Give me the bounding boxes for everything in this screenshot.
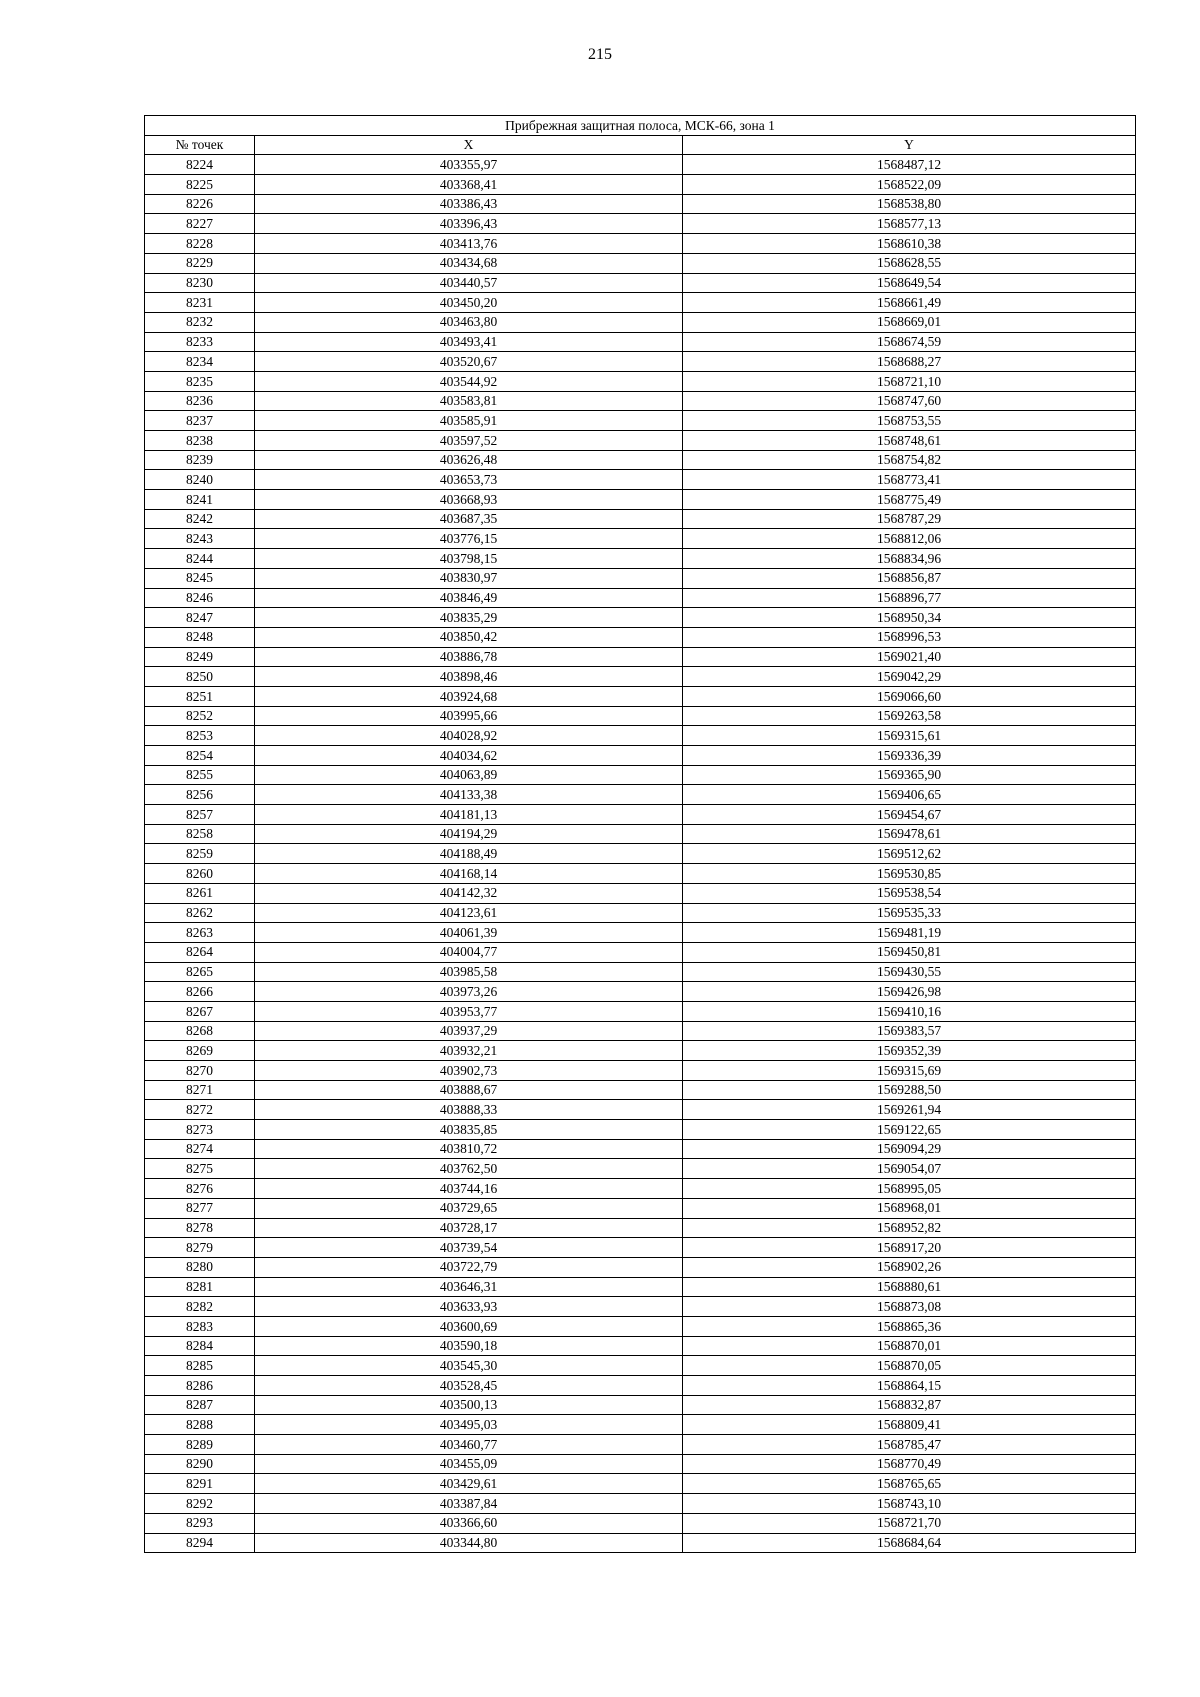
point-number-cell: 8277	[145, 1198, 255, 1218]
y-coordinate-cell: 1568765,65	[683, 1474, 1136, 1494]
table-row	[145, 194, 1136, 214]
point-number-cell: 8230	[145, 273, 255, 293]
x-coordinate-cell: 403835,29	[255, 608, 683, 628]
table-row	[145, 706, 1136, 726]
y-coordinate-cell: 1568628,55	[683, 253, 1136, 273]
point-number-cell: 8257	[145, 805, 255, 825]
y-coordinate-cell: 1568747,60	[683, 391, 1136, 411]
table-row	[145, 1494, 1136, 1514]
y-coordinate-cell: 1569454,67	[683, 805, 1136, 825]
table-row	[145, 1100, 1136, 1120]
x-coordinate-cell: 403886,78	[255, 647, 683, 667]
y-coordinate-cell: 1569410,16	[683, 1001, 1136, 1021]
point-number-cell: 8289	[145, 1435, 255, 1455]
table-row	[145, 588, 1136, 608]
x-coordinate-cell: 403995,66	[255, 706, 683, 726]
table-body	[145, 155, 1136, 1553]
y-coordinate-cell: 1568577,13	[683, 214, 1136, 234]
table-row	[145, 352, 1136, 372]
table-row	[145, 1198, 1136, 1218]
x-coordinate-cell: 403355,97	[255, 155, 683, 175]
x-coordinate-cell: 403344,80	[255, 1533, 683, 1553]
x-coordinate-cell: 403722,79	[255, 1257, 683, 1277]
point-number-cell: 8274	[145, 1139, 255, 1159]
x-coordinate-cell: 403646,31	[255, 1277, 683, 1297]
point-number-cell: 8260	[145, 864, 255, 884]
table-row	[145, 549, 1136, 569]
point-number-cell: 8232	[145, 312, 255, 332]
y-coordinate-cell: 1569450,81	[683, 942, 1136, 962]
table-row	[145, 962, 1136, 982]
y-coordinate-cell: 1569315,61	[683, 726, 1136, 746]
table-row	[145, 844, 1136, 864]
point-number-cell: 8242	[145, 509, 255, 529]
y-coordinate-cell: 1568649,54	[683, 273, 1136, 293]
x-coordinate-cell: 403776,15	[255, 529, 683, 549]
x-coordinate-cell: 403626,48	[255, 450, 683, 470]
y-coordinate-cell: 1568785,47	[683, 1435, 1136, 1455]
x-coordinate-cell: 403500,13	[255, 1395, 683, 1415]
table-row	[145, 529, 1136, 549]
x-coordinate-cell: 403932,21	[255, 1041, 683, 1061]
point-number-cell: 8247	[145, 608, 255, 628]
x-coordinate-cell: 403937,29	[255, 1021, 683, 1041]
table-row	[145, 765, 1136, 785]
x-coordinate-cell: 403850,42	[255, 627, 683, 647]
table-row	[145, 942, 1136, 962]
point-number-cell: 8238	[145, 431, 255, 451]
x-coordinate-cell: 403953,77	[255, 1001, 683, 1021]
table-row	[145, 1336, 1136, 1356]
y-coordinate-cell: 1568856,87	[683, 568, 1136, 588]
table-row	[145, 391, 1136, 411]
x-coordinate-cell: 404181,13	[255, 805, 683, 825]
table-row	[145, 1513, 1136, 1533]
y-coordinate-cell: 1568873,08	[683, 1297, 1136, 1317]
table-row	[145, 253, 1136, 273]
point-number-cell: 8261	[145, 883, 255, 903]
table-row	[145, 450, 1136, 470]
point-number-cell: 8269	[145, 1041, 255, 1061]
point-number-cell: 8249	[145, 647, 255, 667]
x-coordinate-cell: 403597,52	[255, 431, 683, 451]
point-number-cell: 8273	[145, 1120, 255, 1140]
x-coordinate-cell: 403590,18	[255, 1336, 683, 1356]
y-coordinate-cell: 1568610,38	[683, 234, 1136, 254]
x-coordinate-cell: 403600,69	[255, 1316, 683, 1336]
y-coordinate-cell: 1568880,61	[683, 1277, 1136, 1297]
point-number-cell: 8263	[145, 923, 255, 943]
y-coordinate-cell: 1568770,49	[683, 1454, 1136, 1474]
y-coordinate-cell: 1569336,39	[683, 746, 1136, 766]
table-row	[145, 1533, 1136, 1553]
x-coordinate-cell: 403762,50	[255, 1159, 683, 1179]
y-coordinate-cell: 1568950,34	[683, 608, 1136, 628]
table-row	[145, 155, 1136, 175]
y-coordinate-cell: 1568995,05	[683, 1179, 1136, 1199]
table-row	[145, 234, 1136, 254]
point-number-cell: 8231	[145, 293, 255, 313]
table-row	[145, 175, 1136, 195]
point-number-cell: 8256	[145, 785, 255, 805]
table-row	[145, 627, 1136, 647]
x-coordinate-cell: 403495,03	[255, 1415, 683, 1435]
table-row	[145, 509, 1136, 529]
table-row	[145, 864, 1136, 884]
point-number-cell: 8224	[145, 155, 255, 175]
table-row	[145, 273, 1136, 293]
y-coordinate-cell: 1569365,90	[683, 765, 1136, 785]
table-row	[145, 1376, 1136, 1396]
table-row	[145, 667, 1136, 687]
x-coordinate-cell: 403528,45	[255, 1376, 683, 1396]
point-number-cell: 8280	[145, 1257, 255, 1277]
x-coordinate-cell: 403810,72	[255, 1139, 683, 1159]
point-number-cell: 8264	[145, 942, 255, 962]
point-number-cell: 8279	[145, 1238, 255, 1258]
table-row	[145, 1356, 1136, 1376]
y-coordinate-cell: 1569481,19	[683, 923, 1136, 943]
y-coordinate-cell: 1569042,29	[683, 667, 1136, 687]
x-coordinate-cell: 403902,73	[255, 1061, 683, 1081]
point-number-cell: 8226	[145, 194, 255, 214]
table-row	[145, 1297, 1136, 1317]
point-number-cell: 8267	[145, 1001, 255, 1021]
x-coordinate-cell: 403728,17	[255, 1218, 683, 1238]
y-coordinate-cell: 1568661,49	[683, 293, 1136, 313]
x-coordinate-cell: 403668,93	[255, 490, 683, 510]
x-coordinate-cell: 403463,80	[255, 312, 683, 332]
table-row	[145, 431, 1136, 451]
x-coordinate-cell: 403387,84	[255, 1494, 683, 1514]
point-number-cell: 8271	[145, 1080, 255, 1100]
x-coordinate-cell: 404028,92	[255, 726, 683, 746]
point-number-cell: 8255	[145, 765, 255, 785]
x-coordinate-cell: 403460,77	[255, 1435, 683, 1455]
y-coordinate-cell: 1568917,20	[683, 1238, 1136, 1258]
table-row	[145, 1159, 1136, 1179]
column-header-y: Y	[683, 135, 1136, 155]
point-number-cell: 8259	[145, 844, 255, 864]
point-number-cell: 8252	[145, 706, 255, 726]
x-coordinate-cell: 403413,76	[255, 234, 683, 254]
point-number-cell: 8244	[145, 549, 255, 569]
table-row	[145, 1415, 1136, 1435]
table-row	[145, 824, 1136, 844]
table-row	[145, 1001, 1136, 1021]
table-caption: Прибрежная защитная полоса, МСК-66, зона 1	[145, 116, 1136, 136]
point-number-cell: 8284	[145, 1336, 255, 1356]
y-coordinate-cell: 1568809,41	[683, 1415, 1136, 1435]
y-coordinate-cell: 1568775,49	[683, 490, 1136, 510]
point-number-cell: 8251	[145, 686, 255, 706]
x-coordinate-cell: 404188,49	[255, 844, 683, 864]
coordinates-table	[144, 115, 1136, 1553]
table-row	[145, 746, 1136, 766]
y-coordinate-cell: 1568538,80	[683, 194, 1136, 214]
y-coordinate-cell: 1569263,58	[683, 706, 1136, 726]
point-number-cell: 8286	[145, 1376, 255, 1396]
table-row	[145, 411, 1136, 431]
x-coordinate-cell: 403455,09	[255, 1454, 683, 1474]
x-coordinate-cell: 404133,38	[255, 785, 683, 805]
y-coordinate-cell: 1568787,29	[683, 509, 1136, 529]
y-coordinate-cell: 1568487,12	[683, 155, 1136, 175]
page-number: 215	[588, 46, 612, 63]
y-coordinate-cell: 1568832,87	[683, 1395, 1136, 1415]
y-coordinate-cell: 1569512,62	[683, 844, 1136, 864]
point-number-cell: 8276	[145, 1179, 255, 1199]
point-number-cell: 8225	[145, 175, 255, 195]
x-coordinate-cell: 403434,68	[255, 253, 683, 273]
x-coordinate-cell: 403396,43	[255, 214, 683, 234]
column-header-x: X	[255, 135, 683, 155]
point-number-cell: 8233	[145, 332, 255, 352]
y-coordinate-cell: 1569406,65	[683, 785, 1136, 805]
y-coordinate-cell: 1569288,50	[683, 1080, 1136, 1100]
x-coordinate-cell: 403583,81	[255, 391, 683, 411]
point-number-cell: 8248	[145, 627, 255, 647]
y-coordinate-cell: 1568865,36	[683, 1316, 1136, 1336]
x-coordinate-cell: 403544,92	[255, 371, 683, 391]
point-number-cell: 8282	[145, 1297, 255, 1317]
y-coordinate-cell: 1568773,41	[683, 470, 1136, 490]
point-number-cell: 8270	[145, 1061, 255, 1081]
point-number-cell: 8268	[145, 1021, 255, 1041]
table-row	[145, 785, 1136, 805]
x-coordinate-cell: 403386,43	[255, 194, 683, 214]
table-row	[145, 1238, 1136, 1258]
point-number-cell: 8241	[145, 490, 255, 510]
x-coordinate-cell: 403739,54	[255, 1238, 683, 1258]
y-coordinate-cell: 1568870,05	[683, 1356, 1136, 1376]
x-coordinate-cell: 403440,57	[255, 273, 683, 293]
y-coordinate-cell: 1569538,54	[683, 883, 1136, 903]
table-row	[145, 982, 1136, 1002]
x-coordinate-cell: 403985,58	[255, 962, 683, 982]
y-coordinate-cell: 1569122,65	[683, 1120, 1136, 1140]
table-row	[145, 1395, 1136, 1415]
x-coordinate-cell: 403368,41	[255, 175, 683, 195]
x-coordinate-cell: 403585,91	[255, 411, 683, 431]
x-coordinate-cell: 403835,85	[255, 1120, 683, 1140]
point-number-cell: 8250	[145, 667, 255, 687]
x-coordinate-cell: 404063,89	[255, 765, 683, 785]
table-row	[145, 1120, 1136, 1140]
table-row	[145, 1139, 1136, 1159]
y-coordinate-cell: 1569478,61	[683, 824, 1136, 844]
table-row	[145, 903, 1136, 923]
point-number-cell: 8288	[145, 1415, 255, 1435]
x-coordinate-cell: 403924,68	[255, 686, 683, 706]
x-coordinate-cell: 403973,26	[255, 982, 683, 1002]
table-row	[145, 312, 1136, 332]
table-row	[145, 490, 1136, 510]
point-number-cell: 8243	[145, 529, 255, 549]
table-row	[145, 1454, 1136, 1474]
x-coordinate-cell: 404004,77	[255, 942, 683, 962]
table-row	[145, 805, 1136, 825]
point-number-cell: 8227	[145, 214, 255, 234]
point-number-cell: 8253	[145, 726, 255, 746]
point-number-cell: 8246	[145, 588, 255, 608]
table-row	[145, 726, 1136, 746]
x-coordinate-cell: 404194,29	[255, 824, 683, 844]
y-coordinate-cell: 1569383,57	[683, 1021, 1136, 1041]
point-number-cell: 8258	[145, 824, 255, 844]
table-row	[145, 647, 1136, 667]
table-row	[145, 293, 1136, 313]
table-row	[145, 1474, 1136, 1494]
y-coordinate-cell: 1569530,85	[683, 864, 1136, 884]
x-coordinate-cell: 403687,35	[255, 509, 683, 529]
point-number-cell: 8275	[145, 1159, 255, 1179]
point-number-cell: 8294	[145, 1533, 255, 1553]
table-row	[145, 470, 1136, 490]
y-coordinate-cell: 1568996,53	[683, 627, 1136, 647]
table-row	[145, 1277, 1136, 1297]
x-coordinate-cell: 404061,39	[255, 923, 683, 943]
x-coordinate-cell: 403653,73	[255, 470, 683, 490]
x-coordinate-cell: 403888,33	[255, 1100, 683, 1120]
table-row	[145, 1021, 1136, 1041]
table-row	[145, 1218, 1136, 1238]
table-row	[145, 686, 1136, 706]
y-coordinate-cell: 1568864,15	[683, 1376, 1136, 1396]
table-row	[145, 1041, 1136, 1061]
x-coordinate-cell: 403898,46	[255, 667, 683, 687]
point-number-cell: 8245	[145, 568, 255, 588]
point-number-cell: 8287	[145, 1395, 255, 1415]
table-row	[145, 1435, 1136, 1455]
y-coordinate-cell: 1569021,40	[683, 647, 1136, 667]
x-coordinate-cell: 404142,32	[255, 883, 683, 903]
y-coordinate-cell: 1568870,01	[683, 1336, 1136, 1356]
y-coordinate-cell: 1568896,77	[683, 588, 1136, 608]
x-coordinate-cell: 403633,93	[255, 1297, 683, 1317]
y-coordinate-cell: 1568674,59	[683, 332, 1136, 352]
y-coordinate-cell: 1569430,55	[683, 962, 1136, 982]
point-number-cell: 8240	[145, 470, 255, 490]
y-coordinate-cell: 1568684,64	[683, 1533, 1136, 1553]
point-number-cell: 8283	[145, 1316, 255, 1336]
x-coordinate-cell: 403744,16	[255, 1179, 683, 1199]
y-coordinate-cell: 1568902,26	[683, 1257, 1136, 1277]
x-coordinate-cell: 403846,49	[255, 588, 683, 608]
y-coordinate-cell: 1569261,94	[683, 1100, 1136, 1120]
point-number-cell: 8285	[145, 1356, 255, 1376]
table-row	[145, 1061, 1136, 1081]
point-number-cell: 8266	[145, 982, 255, 1002]
y-coordinate-cell: 1568688,27	[683, 352, 1136, 372]
y-coordinate-cell: 1568721,70	[683, 1513, 1136, 1533]
y-coordinate-cell: 1568834,96	[683, 549, 1136, 569]
table-row	[145, 332, 1136, 352]
table-row	[145, 1080, 1136, 1100]
y-coordinate-cell: 1569352,39	[683, 1041, 1136, 1061]
table-row	[145, 1257, 1136, 1277]
y-coordinate-cell: 1568753,55	[683, 411, 1136, 431]
x-coordinate-cell: 403729,65	[255, 1198, 683, 1218]
y-coordinate-cell: 1569315,69	[683, 1061, 1136, 1081]
y-coordinate-cell: 1569054,07	[683, 1159, 1136, 1179]
y-coordinate-cell: 1568721,10	[683, 371, 1136, 391]
table-row	[145, 1179, 1136, 1199]
x-coordinate-cell: 403888,67	[255, 1080, 683, 1100]
point-number-cell: 8265	[145, 962, 255, 982]
table-row	[145, 608, 1136, 628]
table-row	[145, 923, 1136, 943]
header-row	[145, 135, 1136, 155]
y-coordinate-cell: 1568669,01	[683, 312, 1136, 332]
y-coordinate-cell: 1568952,82	[683, 1218, 1136, 1238]
point-number-cell: 8234	[145, 352, 255, 372]
y-coordinate-cell: 1568754,82	[683, 450, 1136, 470]
point-number-cell: 8236	[145, 391, 255, 411]
table-row	[145, 371, 1136, 391]
x-coordinate-cell: 403493,41	[255, 332, 683, 352]
column-header-point-number: № точек	[145, 135, 255, 155]
x-coordinate-cell: 403366,60	[255, 1513, 683, 1533]
y-coordinate-cell: 1569094,29	[683, 1139, 1136, 1159]
x-coordinate-cell: 403830,97	[255, 568, 683, 588]
x-coordinate-cell: 403520,67	[255, 352, 683, 372]
point-number-cell: 8237	[145, 411, 255, 431]
point-number-cell: 8228	[145, 234, 255, 254]
x-coordinate-cell: 404168,14	[255, 864, 683, 884]
y-coordinate-cell: 1569426,98	[683, 982, 1136, 1002]
point-number-cell: 8229	[145, 253, 255, 273]
x-coordinate-cell: 404034,62	[255, 746, 683, 766]
y-coordinate-cell: 1568968,01	[683, 1198, 1136, 1218]
y-coordinate-cell: 1568522,09	[683, 175, 1136, 195]
table-row	[145, 883, 1136, 903]
y-coordinate-cell: 1569535,33	[683, 903, 1136, 923]
table-row	[145, 568, 1136, 588]
x-coordinate-cell: 403429,61	[255, 1474, 683, 1494]
table-row	[145, 1316, 1136, 1336]
y-coordinate-cell: 1569066,60	[683, 686, 1136, 706]
x-coordinate-cell: 403450,20	[255, 293, 683, 313]
point-number-cell: 8272	[145, 1100, 255, 1120]
point-number-cell: 8278	[145, 1218, 255, 1238]
point-number-cell: 8239	[145, 450, 255, 470]
y-coordinate-cell: 1568743,10	[683, 1494, 1136, 1514]
x-coordinate-cell: 403545,30	[255, 1356, 683, 1376]
point-number-cell: 8235	[145, 371, 255, 391]
point-number-cell: 8290	[145, 1454, 255, 1474]
point-number-cell: 8281	[145, 1277, 255, 1297]
point-number-cell: 8262	[145, 903, 255, 923]
point-number-cell: 8293	[145, 1513, 255, 1533]
x-coordinate-cell: 403798,15	[255, 549, 683, 569]
y-coordinate-cell: 1568812,06	[683, 529, 1136, 549]
point-number-cell: 8291	[145, 1474, 255, 1494]
table-row	[145, 214, 1136, 234]
point-number-cell: 8292	[145, 1494, 255, 1514]
point-number-cell: 8254	[145, 746, 255, 766]
y-coordinate-cell: 1568748,61	[683, 431, 1136, 451]
x-coordinate-cell: 404123,61	[255, 903, 683, 923]
